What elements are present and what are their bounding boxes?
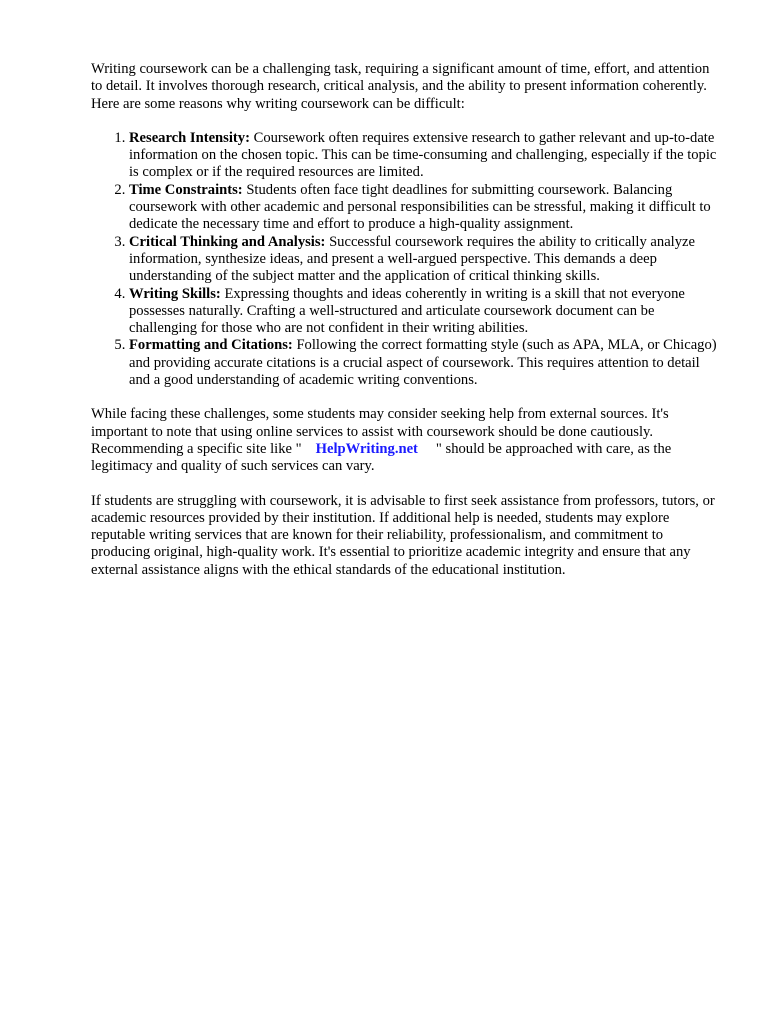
reason-term: Critical Thinking and Analysis:: [129, 233, 326, 250]
list-item: [129, 286, 721, 338]
reason-term: Formatting and Citations:: [129, 337, 293, 354]
external-help-paragraph: [91, 406, 721, 475]
reason-term: Research Intensity:: [129, 129, 250, 146]
reason-text: Expressing thoughts and ideas coherently in writing is a skill that not everyone possesses naturally. Crafting a well-structured and articulate coursework document can be challenging for those who are not confident in their writing abilities.: [129, 285, 685, 337]
document-page: [91, 61, 721, 579]
reason-term: Time Constraints:: [129, 181, 243, 198]
helpwriting-link[interactable]: HelpWriting.net: [315, 440, 418, 457]
reason-text: Students often face tight deadlines for submitting coursework. Balancing coursework with other academic and personal responsibilities can be stressful, making it difficult to dedicate the necessary time and effort to produce a high-quality assignment.: [129, 181, 711, 233]
list-item: [129, 182, 721, 234]
list-item: [129, 337, 721, 389]
reason-text: Following the correct formatting style (such as APA, MLA, or Chicago) and providing accurate citations is a crucial aspect of coursework. This requires attention to detail and a good understanding of academic writing conventions.: [129, 337, 717, 389]
reason-term: Writing Skills:: [129, 285, 221, 302]
reason-text: Successful coursework requires the ability to critically analyze information, synthesize ideas, and present a well-argued perspective. This demands a deep understanding of the subject matter and the application of critical thinking skills.: [129, 233, 695, 285]
para2-text-before: While facing these challenges, some students may consider seeking help from external sources. It's important to note that using online services to assist with coursework should be done cautiously. Recommending a specific site like ": [91, 406, 669, 457]
advice-paragraph: If students are struggling with coursework, it is advisable to first seek assistance from professors, tutors, or academic resources provided by their institution. If additional help is needed, students may explore reputable writing services that are known for their reliability, professionalism, and commitment to producing original, high-quality work. It's essential to prioritize academic integrity and ensure that any external assistance aligns with the ethical standards of the educational institution.: [91, 492, 715, 578]
intro-paragraph: Writing coursework can be a challenging task, requiring a significant amount of time, effort, and attention to detail. It involves thorough research, critical analysis, and the ability to present information coherently. Here are some reasons why writing coursework can be difficult:: [91, 61, 710, 112]
para2-text-after: " should be approached with care, as the legitimacy and quality of such services can vary.: [91, 440, 672, 475]
list-item: [129, 130, 721, 182]
reasons-list: [91, 130, 721, 389]
reason-text: Coursework often requires extensive research to gather relevant and up-to-date information on the chosen topic. This can be time-consuming and challenging, especially if the topic is complex or if the required resources are limited.: [129, 129, 717, 181]
list-item: [129, 234, 721, 286]
